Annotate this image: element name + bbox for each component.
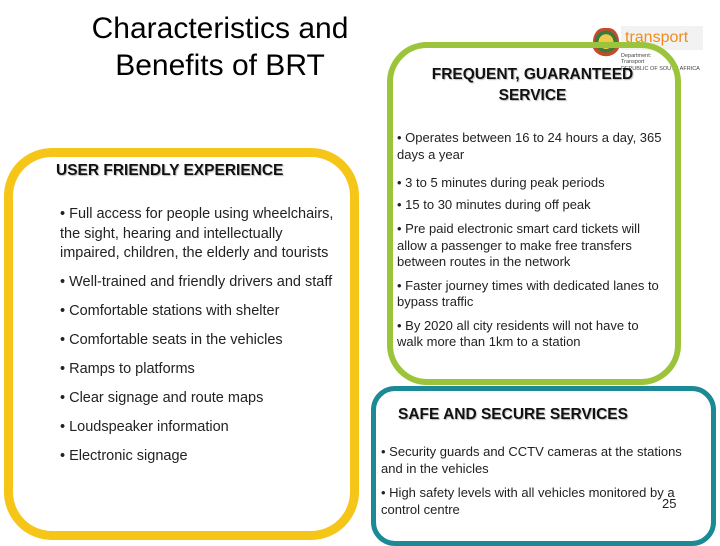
list-item: • Ramps to platforms bbox=[60, 361, 195, 377]
list-item: • 3 to 5 minutes during peak periods bbox=[397, 175, 605, 190]
safe-services-heading: SAFE AND SECURE SERVICES bbox=[398, 406, 628, 423]
list-item: • Operates between 16 to 24 hours a day, 365 days a year bbox=[397, 130, 662, 162]
list-item: • Clear signage and route maps bbox=[60, 390, 264, 406]
list-item: • Loudspeaker information bbox=[60, 419, 229, 435]
list-item: • Faster journey times with dedicated lanes to bypass traffic bbox=[397, 277, 659, 309]
list-item: • By 2020 all city residents will not have to walk more than 1km to a station bbox=[397, 317, 639, 349]
list-item: • High safety levels with all vehicles monitored by a control centre bbox=[381, 485, 675, 517]
logo-dept-line-1: Department: bbox=[621, 53, 652, 59]
user-friendly-heading: USER FRIENDLY EXPERIENCE bbox=[56, 162, 284, 179]
frequent-service-list bbox=[397, 130, 665, 351]
list-item: • Well-trained and friendly drivers and staff bbox=[60, 274, 333, 290]
list-item: • 15 to 30 minutes during off peak bbox=[397, 196, 591, 212]
logo-country: REPUBLIC OF SOUTH AFRICA bbox=[621, 66, 700, 72]
safe-services-list bbox=[381, 444, 701, 518]
list-item: • Comfortable stations with shelter bbox=[60, 303, 280, 319]
frequent-service-heading: FREQUENT, GUARANTEED SERVICE bbox=[431, 66, 634, 104]
title-line-2: Benefits of BRT bbox=[115, 49, 325, 82]
logo-dept-line-2: Transport bbox=[621, 59, 645, 65]
list-item: • Pre paid electronic smart card tickets will allow a passenger to make free transfers between routes in the network bbox=[397, 221, 640, 269]
slide-title bbox=[60, 10, 380, 84]
list-item: • Security guards and CCTV cameras at the stations and in the vehicles bbox=[381, 444, 682, 476]
user-friendly-list bbox=[60, 205, 340, 476]
list-item: • Full access for people using wheelchairs, the sight, hearing and intellectually impaired, children, the elderly and tourists bbox=[60, 206, 334, 261]
list-item: • Comfortable seats in the vehicles bbox=[60, 332, 283, 348]
logo-wordmark: transport bbox=[621, 26, 703, 50]
title-line-1: Characteristics and bbox=[91, 12, 349, 45]
page-number: 25 bbox=[662, 496, 677, 511]
list-item: • Electronic signage bbox=[60, 448, 188, 464]
